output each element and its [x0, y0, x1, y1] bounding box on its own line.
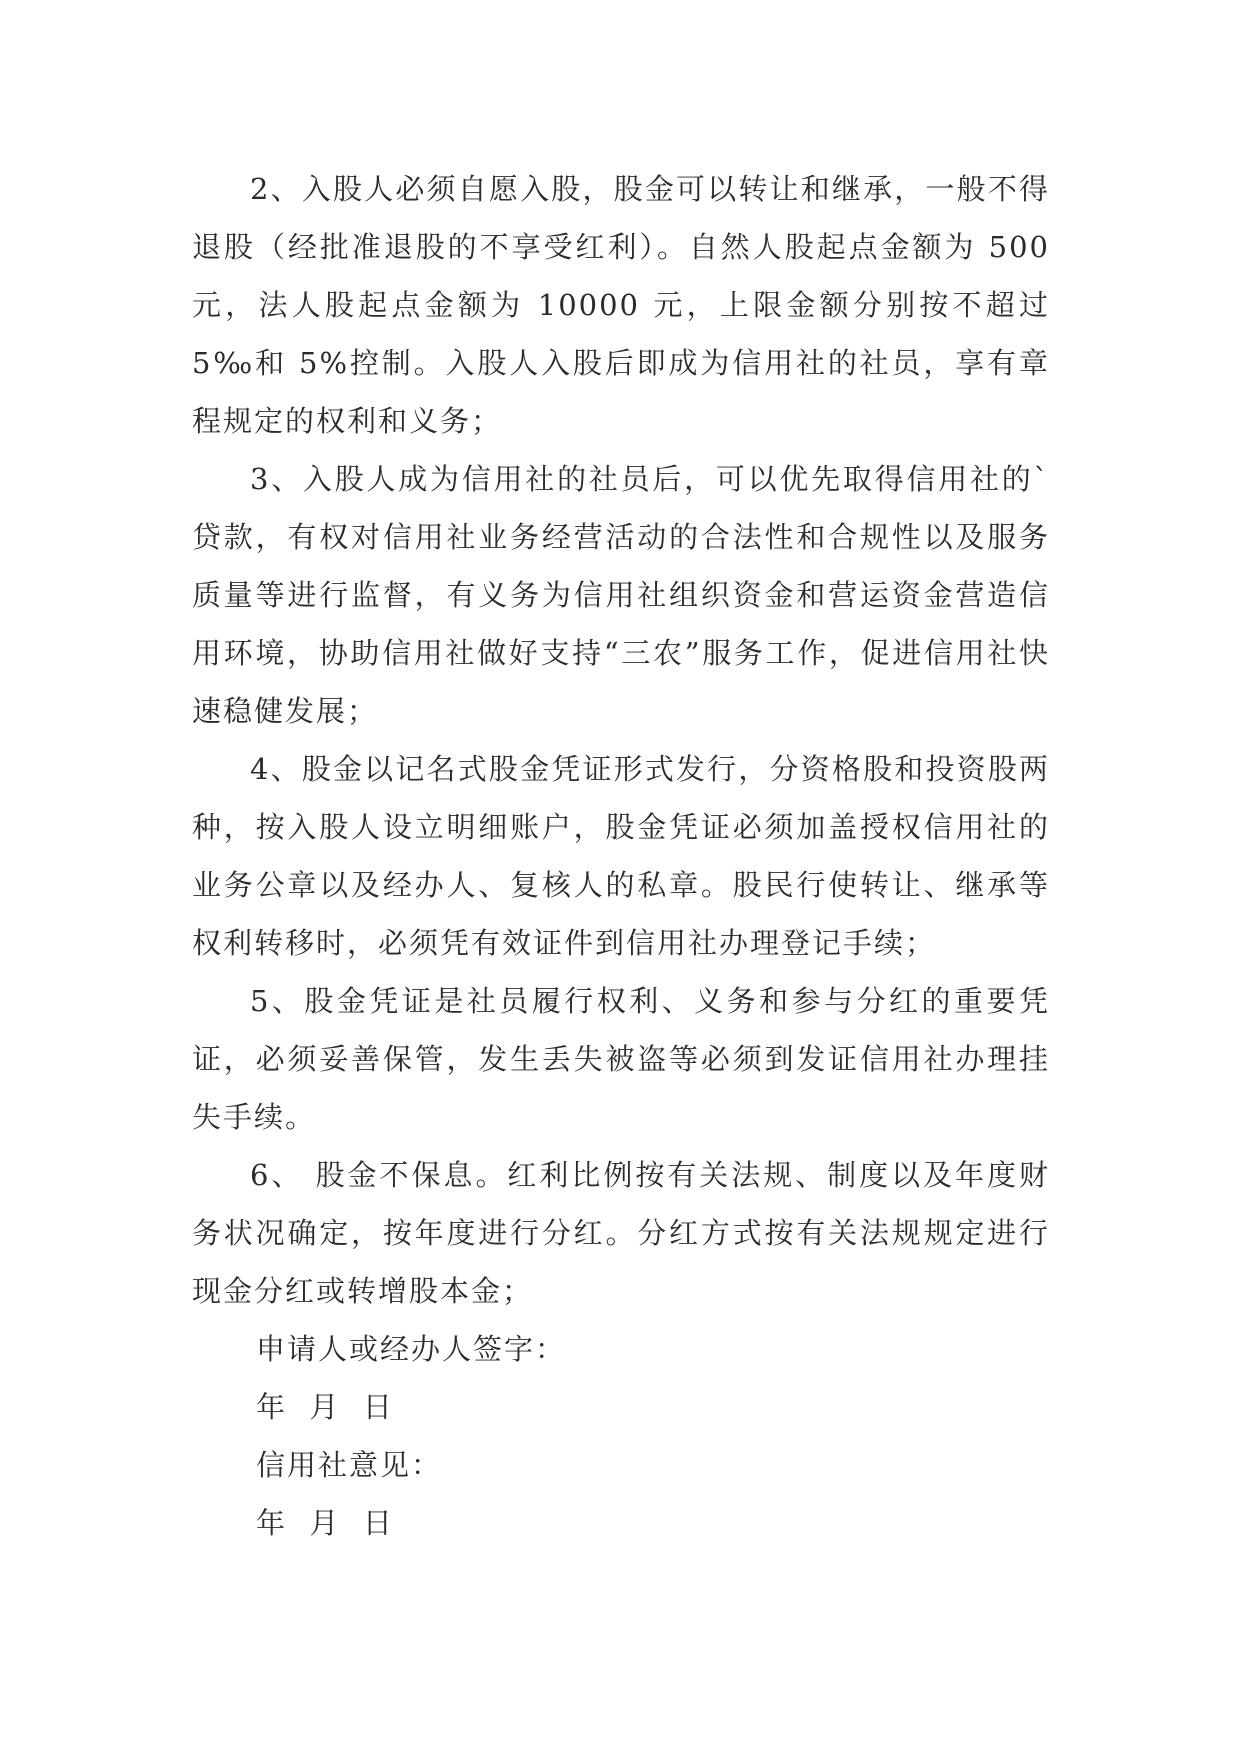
paragraph-item-5: 5、股金凭证是社员履行权利、义务和参与分红的重要凭证，必须妥善保管，发生丢失被盗等必须到发证信用社办理挂失手续。	[192, 984, 1050, 1134]
applicant-date-line: 年 月 日	[256, 1390, 394, 1424]
paragraph-item-3: 3、入股人成为信用社的社员后，可以优先取得信用社的`贷款，有权对信用社业务经营活动的合法性和合规性以及服务质量等进行监督，有义务为信用社组织资金和营运资金营造信用环境，协助信用社做好支持“三农”服务工作，促进信用社快速稳健发展；	[192, 462, 1050, 728]
credit-union-date-line: 年 月 日	[256, 1506, 394, 1540]
paragraph-item-4: 4、股金以记名式股金凭证形式发行，分资格股和投资股两种，按入股人设立明细账户，股金凭证必须加盖授权信用社的业务公章以及经办人、复核人的私章。股民行使转让、继承等权利转移时，必须凭有效证件到信用社办理登记手续；	[192, 752, 1050, 960]
applicant-signature-label: 申请人或经办人签字：	[256, 1332, 567, 1366]
document-body	[192, 160, 1050, 1552]
credit-union-opinion-label: 信用社意见：	[256, 1448, 443, 1482]
paragraph-item-6: 6、 股金不保息。红利比例按有关法规、制度以及年度财务状况确定，按年度进行分红。分红方式按有关法规规定进行现金分红或转增股本金；	[192, 1158, 1050, 1308]
paragraph-item-2: 2、入股人必须自愿入股，股金可以转让和继承，一般不得退股（经批准退股的不享受红利）。自然人股起点金额为 500 元，法人股起点金额为 10000 元，上限金额分别按不超过 5‰和 5%控制。入股人入股后即成为信用社的社员，享有章程规定的权利和义务；	[192, 172, 1050, 438]
